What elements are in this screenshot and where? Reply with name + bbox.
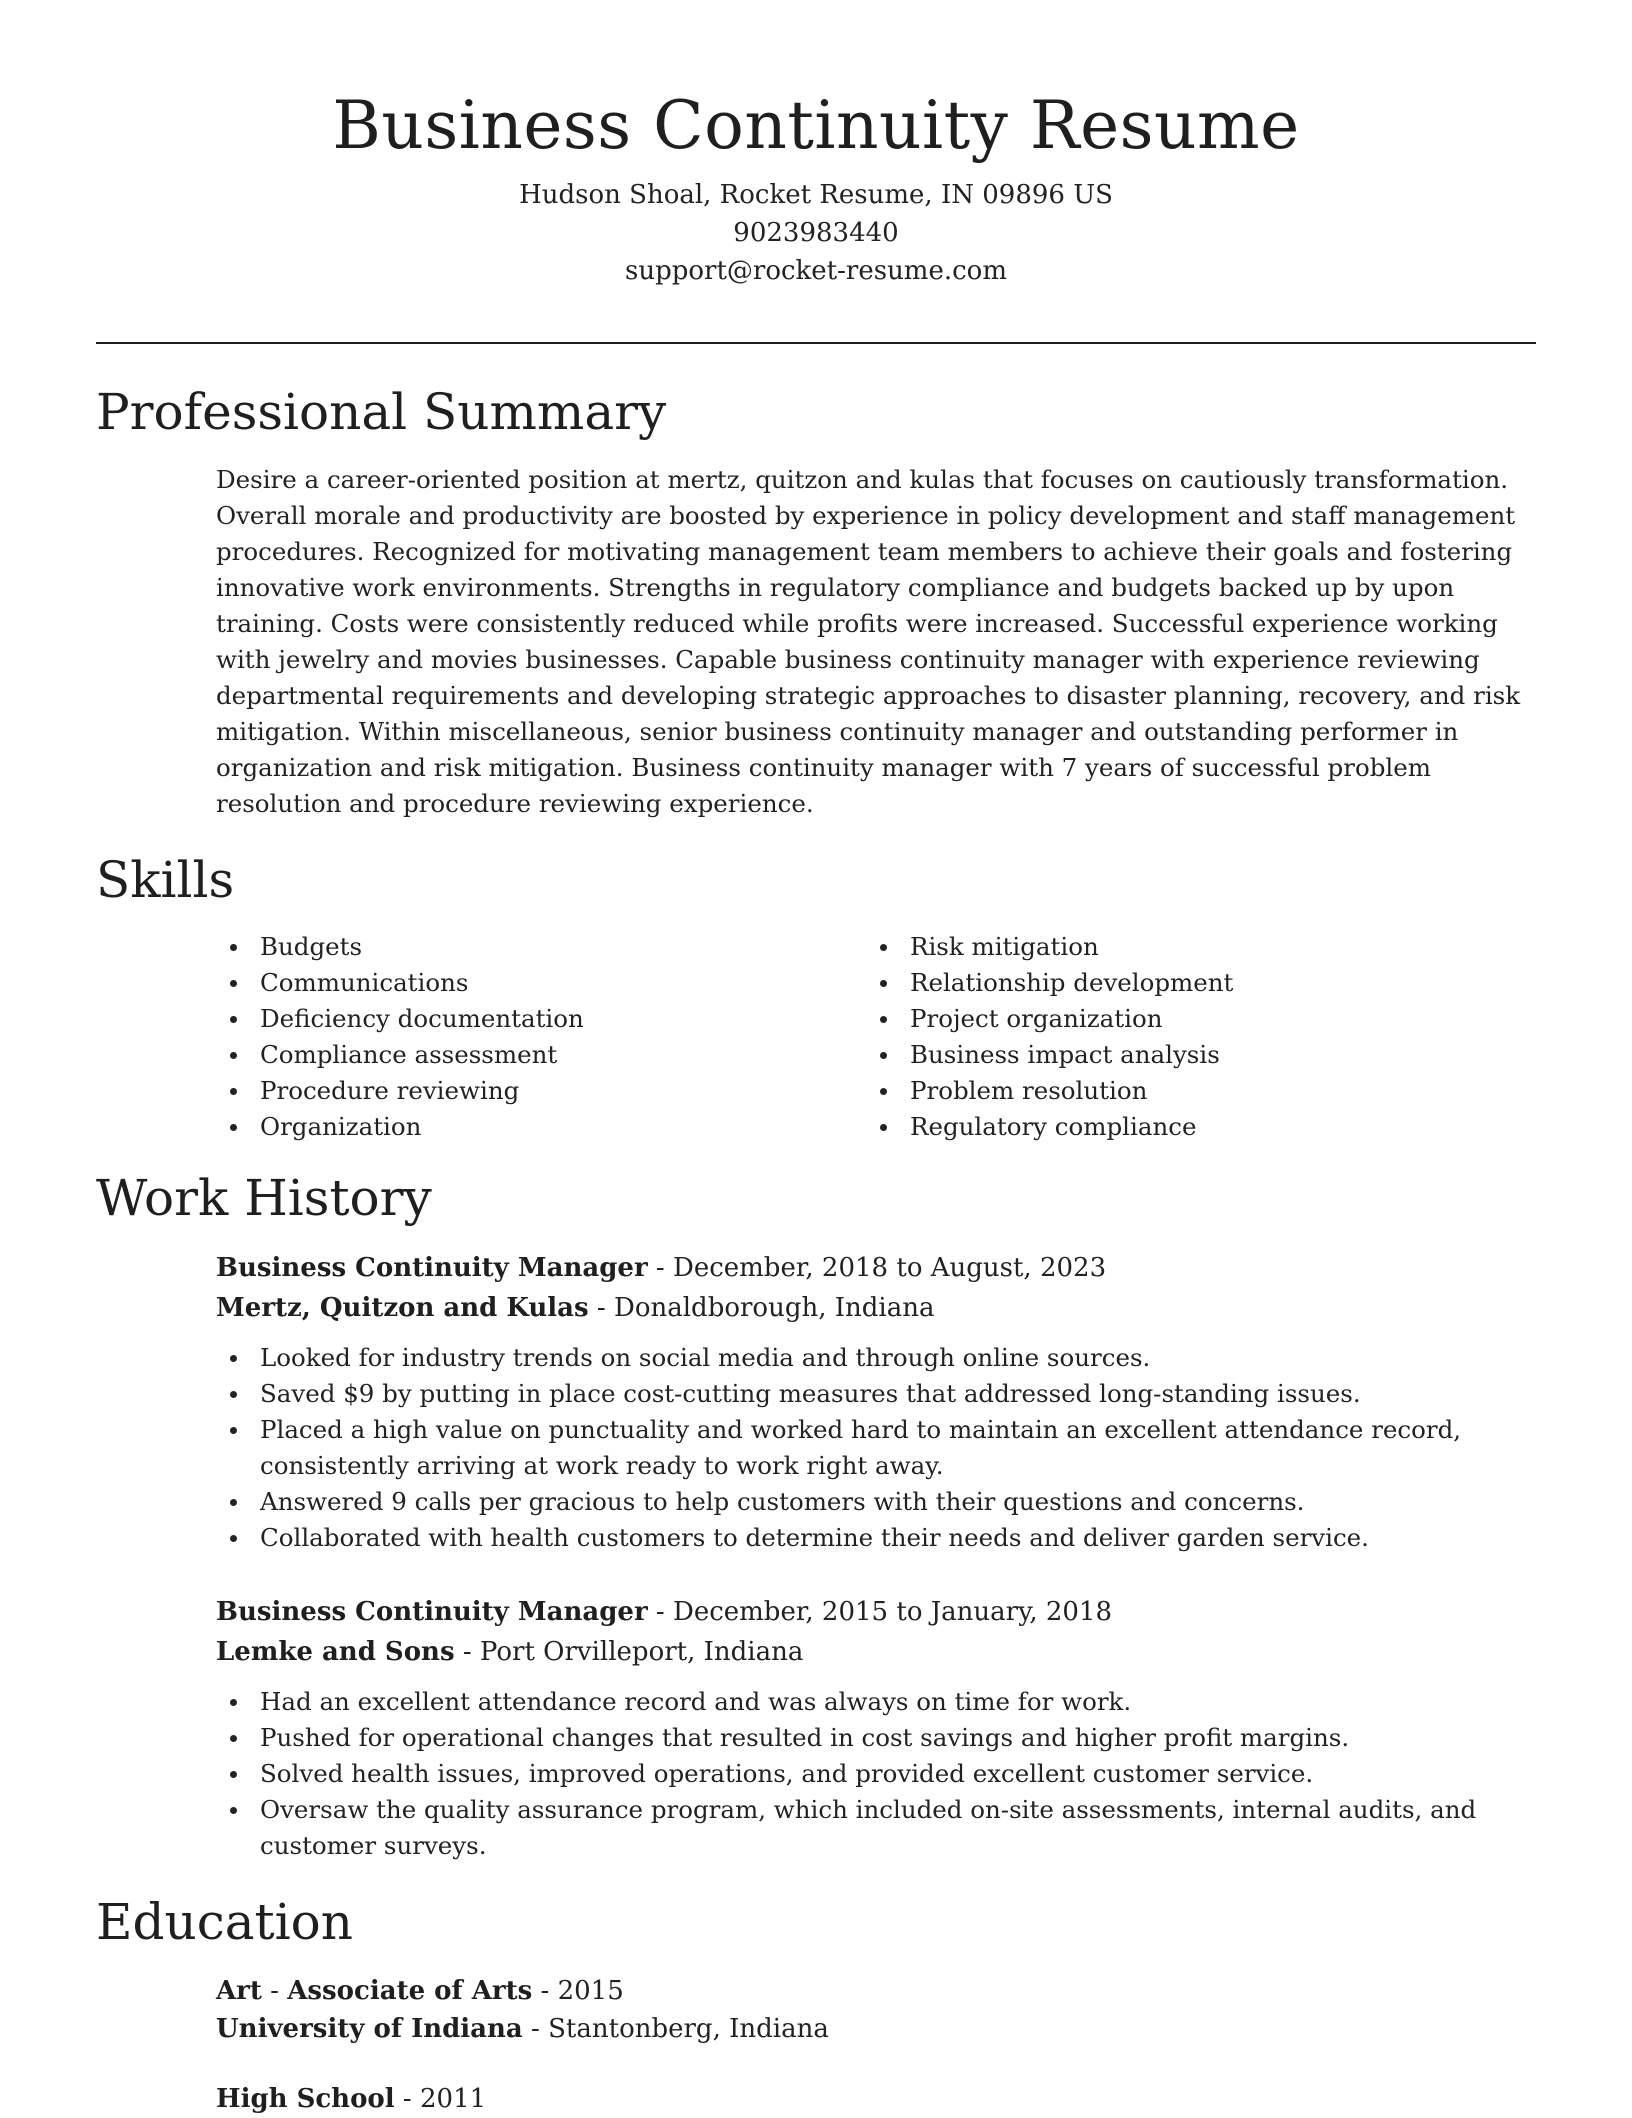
resume-header xyxy=(0,78,1632,290)
education-school-line: University of Indiana - Stantonberg, Indiana xyxy=(216,2014,829,2044)
job-bullets xyxy=(216,1684,1536,1864)
education-entry xyxy=(216,1972,1536,2048)
summary-text: Desire a career-oriented position at mertz, quitzon and kulas that focuses on cautiously transformation. Overall morale and productivity are boosted by experience in policy development and staff management procedures. Recognized for motivating management team members to achieve their goals and fostering innovative work environments. Strengths in regulatory compliance and budgets backed up by upon training. Costs were consistently reduced while profits were increased. Successful experience working with jewelry and movies businesses. Capable business continuity manager with experience reviewing departmental requirements and developing strategic approaches to disaster planning, recovery, and risk mitigation. Within miscellaneous, senior business continuity manager and outstanding performer in organization and risk mitigation. Business continuity manager with 7 years of successful problem resolution and procedure reviewing experience. xyxy=(216,465,1521,818)
header-divider xyxy=(96,342,1536,344)
education-field: High School xyxy=(216,2084,395,2114)
skill-item: Budgets xyxy=(216,929,866,965)
job-dates: December, 2018 to August, 2023 xyxy=(672,1253,1107,1283)
section-title-summary: Professional Summary xyxy=(96,383,667,441)
section-title-education: Education xyxy=(96,1893,353,1951)
job-entry xyxy=(216,1248,1536,1556)
section-title-skills: Skills xyxy=(96,851,235,909)
education-year: 2015 xyxy=(557,1976,624,2006)
job-title: Business Continuity Manager xyxy=(216,1253,648,1283)
education-degree-line: Art - Associate of Arts - 2015 xyxy=(216,1976,624,2006)
job-company-line: Mertz, Quitzon and Kulas - Donaldborough, Indiana xyxy=(216,1293,935,1323)
job-title: Business Continuity Manager xyxy=(216,1597,648,1627)
skill-item: Business impact analysis xyxy=(866,1037,1516,1073)
skill-item: Communications xyxy=(216,965,866,1001)
skill-item: Risk mitigation xyxy=(866,929,1516,965)
skills-list xyxy=(216,929,1536,1145)
education-school: University of Indiana xyxy=(216,2014,523,2044)
skills-column-right xyxy=(866,929,1516,1145)
address: Hudson Shoal, Rocket Resume, IN 09896 US xyxy=(519,180,1113,210)
education-degree: Associate of Arts xyxy=(287,1976,533,2006)
skills-column-left xyxy=(216,929,866,1145)
job-bullet: Collaborated with health customers to determine their needs and deliver garden service. xyxy=(216,1520,1536,1556)
job-bullet: Placed a high value on punctuality and worked hard to maintain an excellent attendance record, consistently arriving at work ready to work right away. xyxy=(216,1412,1536,1484)
skill-item: Regulatory compliance xyxy=(866,1109,1516,1145)
skill-item: Procedure reviewing xyxy=(216,1073,866,1109)
job-bullet: Answered 9 calls per gracious to help customers with their questions and concerns. xyxy=(216,1484,1536,1520)
skill-item: Organization xyxy=(216,1109,866,1145)
education-year: 2011 xyxy=(419,2084,487,2114)
phone: 9023983440 xyxy=(733,218,899,248)
skill-item: Relationship development xyxy=(866,965,1516,1001)
section-title-work: Work History xyxy=(96,1169,432,1227)
education-location: Stantonberg, Indiana xyxy=(548,2014,829,2044)
contact-block xyxy=(0,176,1632,290)
job-company: Lemke and Sons xyxy=(216,1637,455,1667)
job-dates: December, 2015 to January, 2018 xyxy=(672,1597,1113,1627)
job-bullet: Saved $9 by putting in place cost-cutting measures that addressed long-standing issues. xyxy=(216,1376,1536,1412)
job-bullet: Looked for industry trends on social media and through online sources. xyxy=(216,1340,1536,1376)
email: support@rocket-resume.com xyxy=(624,256,1007,286)
skill-item: Problem resolution xyxy=(866,1073,1516,1109)
skill-item: Deficiency documentation xyxy=(216,1001,866,1037)
job-company-line: Lemke and Sons - Port Orvilleport, Indiana xyxy=(216,1637,804,1667)
skill-item: Project organization xyxy=(866,1001,1516,1037)
job-bullet: Oversaw the quality assurance program, which included on-site assessments, internal audits, and customer surveys. xyxy=(216,1792,1536,1864)
job-bullet: Had an excellent attendance record and was always on time for work. xyxy=(216,1684,1536,1720)
skill-item: Compliance assessment xyxy=(216,1037,866,1073)
job-entry xyxy=(216,1592,1536,1864)
job-title-line: Business Continuity Manager - December, 2018 to August, 2023 xyxy=(216,1253,1107,1283)
education-entry xyxy=(216,2080,1536,2118)
job-bullets xyxy=(216,1340,1536,1556)
education-degree-line: High School - 2011 xyxy=(216,2084,487,2114)
job-location: Donaldborough, Indiana xyxy=(614,1293,935,1323)
job-bullet: Solved health issues, improved operations, and provided excellent customer service. xyxy=(216,1756,1536,1792)
job-company: Mertz, Quitzon and Kulas xyxy=(216,1293,589,1323)
job-title-line: Business Continuity Manager - December, 2015 to January, 2018 xyxy=(216,1597,1113,1627)
job-bullet: Pushed for operational changes that resulted in cost savings and higher profit margins. xyxy=(216,1720,1536,1756)
resume-title: Business Continuity Resume xyxy=(332,87,1300,164)
education-field: Art xyxy=(216,1976,262,2006)
job-location: Port Orvilleport, Indiana xyxy=(479,1637,804,1667)
